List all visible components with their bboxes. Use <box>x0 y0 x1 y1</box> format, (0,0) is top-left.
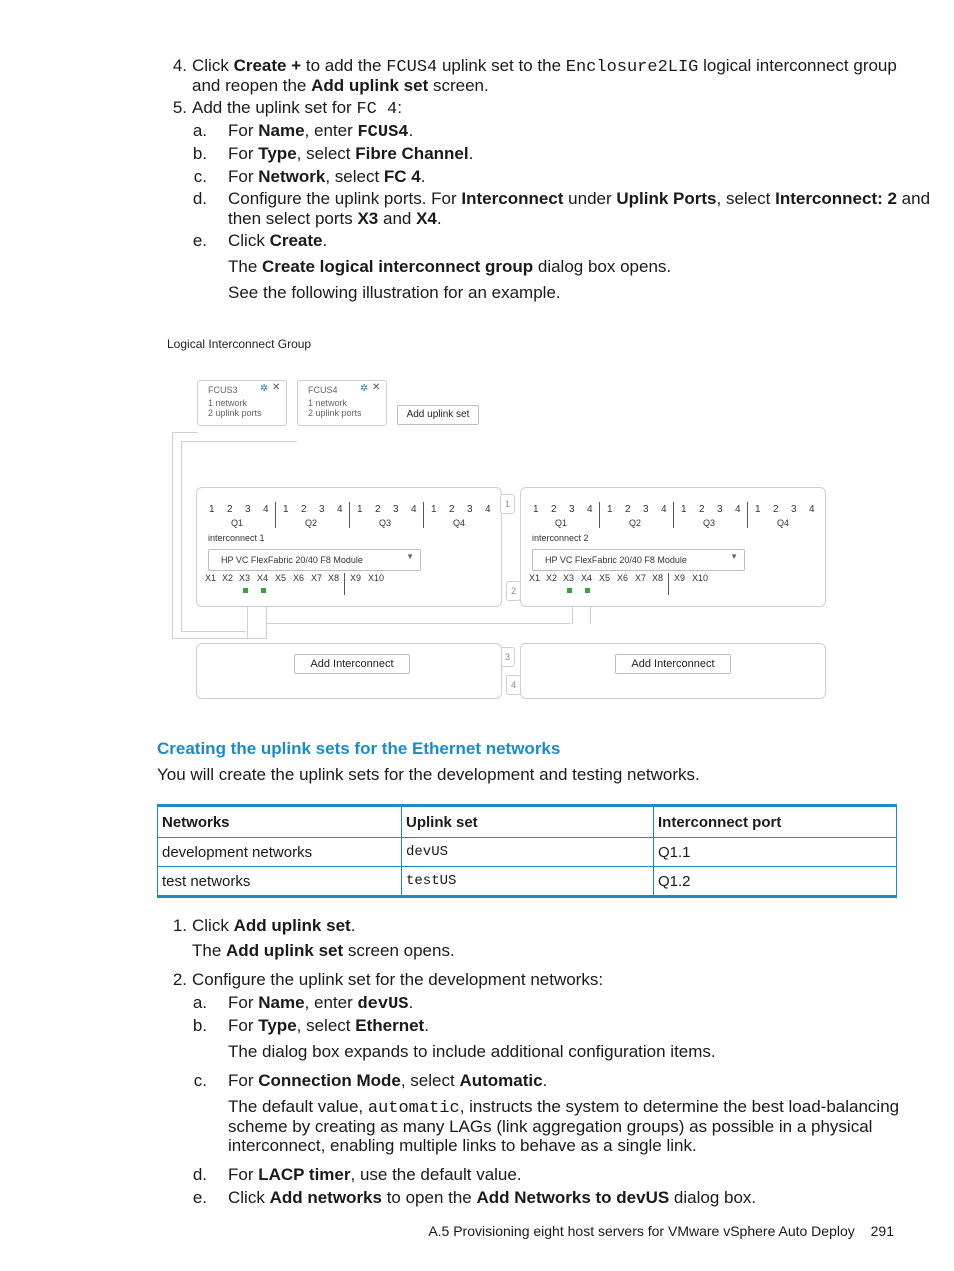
x-port-label[interactable]: X7 <box>635 573 647 583</box>
bold-run: X4 <box>416 209 437 228</box>
q-port-number[interactable]: 1 <box>681 504 687 515</box>
chevron-down-icon: ▼ <box>406 552 414 561</box>
q-port-number[interactable]: 3 <box>319 504 325 515</box>
text-run: dialog box. <box>669 1188 757 1207</box>
step-number: 4. <box>172 56 187 75</box>
q-port-label: Q4 <box>777 518 790 528</box>
connector-line <box>266 623 571 624</box>
q-port-group <box>675 502 745 534</box>
x-port-label[interactable]: X2 <box>546 573 558 583</box>
text-run: , select <box>716 189 776 208</box>
q-port-label: Q3 <box>703 518 716 528</box>
text-run: For <box>228 1071 259 1090</box>
text-run: , select <box>296 1016 356 1035</box>
text-run: then select ports <box>228 209 358 228</box>
substep-letter: c. <box>193 1071 207 1090</box>
q-port-groups <box>527 502 819 534</box>
q-port-number[interactable]: 4 <box>485 504 491 515</box>
bold-run: FC 4 <box>383 167 421 186</box>
table-row <box>158 867 897 897</box>
substep-text <box>228 993 413 1015</box>
text-run: . <box>424 1016 429 1035</box>
x-port-label[interactable]: X8 <box>652 573 664 583</box>
q-port-group <box>527 502 597 534</box>
text-run: . <box>408 993 414 1012</box>
substep-letter: a. <box>192 121 207 140</box>
text-run: under <box>563 189 617 208</box>
substep-text <box>228 1165 522 1185</box>
bold-run: Fibre Channel <box>355 144 469 163</box>
text-run: and <box>896 189 931 208</box>
bold-run: Connection Mode <box>258 1071 401 1090</box>
q-port-number[interactable]: 2 <box>227 504 233 515</box>
bold-run: Create <box>269 231 323 250</box>
selected-port-indicator[interactable] <box>567 588 572 593</box>
interconnect-bay-3[interactable] <box>196 643 502 699</box>
x-port-label[interactable]: X5 <box>599 573 611 583</box>
substep-letter: b. <box>192 144 207 163</box>
q-group-divider <box>349 502 350 528</box>
text-run: The default value, <box>228 1097 368 1116</box>
text-run: For <box>228 121 259 140</box>
text-run: The <box>228 257 263 276</box>
substep-letter: b. <box>192 1016 207 1035</box>
text-run: to open the <box>381 1188 477 1207</box>
x-port-label[interactable]: X9 <box>350 573 362 583</box>
x-port-divider <box>668 573 669 595</box>
x-ports-row <box>205 573 395 599</box>
gear-icon[interactable]: ✲ <box>360 383 369 394</box>
x-port-label[interactable]: X7 <box>311 573 323 583</box>
close-icon[interactable]: ✕ <box>372 382 381 393</box>
bay-number: 2 <box>506 581 521 601</box>
substep-text <box>228 144 473 164</box>
gear-icon[interactable]: ✲ <box>260 383 269 394</box>
text-run: Click <box>228 1188 270 1207</box>
table-row <box>158 838 897 867</box>
q-port-number[interactable]: 1 <box>357 504 363 515</box>
step-number: 1. <box>172 916 187 935</box>
step-text <box>192 916 355 936</box>
substep-text <box>228 1071 547 1091</box>
substep-text <box>228 1016 429 1036</box>
chevron-down-icon: ▼ <box>730 552 738 561</box>
q-port-number[interactable]: 2 <box>625 504 631 515</box>
q-port-label: Q2 <box>305 518 318 528</box>
module-select[interactable] <box>532 549 745 571</box>
uplink-sets-table <box>157 804 897 898</box>
explanation-line <box>228 1136 697 1156</box>
text-run: Configure the uplink set for the development networks: <box>192 970 604 989</box>
connector-line <box>181 441 297 442</box>
table-cell: development networks <box>158 838 402 867</box>
interconnect-label: interconnect 1 <box>208 533 265 543</box>
x-port-label[interactable]: X4 <box>257 573 269 583</box>
substep-text-cont <box>228 209 442 229</box>
q-group-divider <box>599 502 600 528</box>
table-cell: devUS <box>402 838 654 867</box>
bold-run: devUS <box>357 995 409 1014</box>
q-port-label: Q1 <box>231 518 244 528</box>
step-text <box>192 970 603 990</box>
text-run: , select <box>296 144 356 163</box>
q-port-number[interactable]: 3 <box>643 504 649 515</box>
code-run: FCUS4 <box>386 58 438 77</box>
selected-port-indicator[interactable] <box>261 588 266 593</box>
add-uplink-set-button[interactable]: Add uplink set <box>397 405 479 425</box>
code-run: automatic <box>367 1099 460 1118</box>
q-port-label: Q4 <box>453 518 466 528</box>
bold-run: FCUS4 <box>357 123 409 142</box>
bold-run: Create + <box>233 56 302 75</box>
q-port-label: Q3 <box>379 518 392 528</box>
bold-run: Automatic <box>459 1071 543 1090</box>
x-port-label[interactable]: X1 <box>205 573 217 583</box>
substep-text <box>228 189 930 209</box>
explanation-line <box>228 1097 899 1119</box>
step-number: 2. <box>172 970 187 989</box>
substep-text <box>228 121 413 143</box>
q-port-group <box>425 502 495 534</box>
bay-number: 3 <box>500 647 515 667</box>
uplink-set-ports: 2 uplink ports <box>308 408 362 418</box>
table-header-cell: Networks <box>158 806 402 838</box>
x-port-label[interactable]: X5 <box>275 573 287 583</box>
table-cell: Q1.1 <box>654 838 897 867</box>
bold-run: Network <box>258 167 326 186</box>
code-run: Enclosure2LIG <box>565 58 699 77</box>
text-run: For <box>228 167 259 186</box>
q-port-number[interactable]: 1 <box>533 504 539 515</box>
text-run: . <box>350 916 356 935</box>
bay-number: 1 <box>500 494 515 514</box>
text-run: scheme by creating as many LAGs (link aggregation groups) as possible in a physical <box>228 1117 873 1136</box>
text-run: Click <box>228 231 270 250</box>
q-port-number[interactable]: 2 <box>773 504 779 515</box>
uplink-set-networks: 1 network <box>208 398 248 408</box>
text-run: logical interconnect group <box>698 56 897 75</box>
connector-line <box>172 432 198 433</box>
text-run: , enter <box>304 993 358 1012</box>
x-port-label[interactable]: X10 <box>368 573 385 583</box>
uplink-set-ports: 2 uplink ports <box>208 408 262 418</box>
text-run: For <box>228 1016 259 1035</box>
interconnect-bay-1[interactable] <box>196 487 502 607</box>
text-run: For <box>228 1165 259 1184</box>
q-port-number[interactable]: 1 <box>283 504 289 515</box>
bold-run: Add networks <box>269 1188 382 1207</box>
x-port-label[interactable]: X1 <box>529 573 541 583</box>
section-intro: You will create the uplink sets for the development and testing networks. <box>157 765 700 784</box>
step-1-result <box>192 941 455 961</box>
q-port-group <box>203 502 273 534</box>
text-run: The dialog box expands to include additional configuration items. <box>228 1042 716 1061</box>
step-text <box>192 98 402 120</box>
x-port-label[interactable]: X6 <box>293 573 305 583</box>
bold-run: Add uplink set <box>233 916 351 935</box>
bold-run: Name <box>258 121 305 140</box>
q-port-number[interactable]: 1 <box>431 504 437 515</box>
q-group-divider <box>673 502 674 528</box>
q-port-number[interactable]: 4 <box>263 504 269 515</box>
q-port-group <box>277 502 347 534</box>
q-port-number[interactable]: 4 <box>809 504 815 515</box>
bold-run: Type <box>258 144 297 163</box>
substep-text <box>228 1188 756 1208</box>
q-group-divider <box>275 502 276 528</box>
bay-number: 4 <box>506 675 521 695</box>
text-run: screen. <box>428 76 489 95</box>
table-cell: test networks <box>158 867 402 897</box>
q-port-number[interactable]: 1 <box>607 504 613 515</box>
table-header-cell: Interconnect port <box>654 806 897 838</box>
text-run: uplink set to the <box>437 56 566 75</box>
q-port-group <box>749 502 819 534</box>
text-run: Configure the uplink ports. For <box>228 189 462 208</box>
code-run: FC 4 <box>356 100 398 119</box>
q-group-divider <box>747 502 748 528</box>
connector-line <box>181 441 182 631</box>
text-run: For <box>228 993 259 1012</box>
step-text-cont <box>192 76 489 96</box>
step-number: 5. <box>172 98 187 117</box>
module-select-value: HP VC FlexFabric 20/40 F8 Module <box>221 555 363 565</box>
x-port-label[interactable]: X2 <box>222 573 234 583</box>
bold-run: Add Networks to devUS <box>476 1188 670 1207</box>
q-port-number[interactable]: 2 <box>375 504 381 515</box>
close-icon[interactable]: ✕ <box>272 382 281 393</box>
page-number: 291 <box>870 1223 894 1239</box>
x-port-label[interactable]: X4 <box>581 573 593 583</box>
x-port-label[interactable]: X3 <box>563 573 575 583</box>
q-port-number[interactable]: 3 <box>467 504 473 515</box>
explanation-line <box>228 1117 872 1137</box>
substep-letter: e. <box>192 1188 207 1207</box>
bold-run: X3 <box>357 209 379 228</box>
substep-letter: c. <box>193 167 207 186</box>
bold-run: Interconnect <box>461 189 564 208</box>
q-port-groups <box>203 502 495 534</box>
uplink-set-networks: 1 network <box>308 398 348 408</box>
substep-letter: e. <box>192 231 207 250</box>
text-run: Click <box>192 56 234 75</box>
uplink-set-name: FCUS4 <box>308 385 338 395</box>
table-header-row <box>158 806 897 838</box>
text-run: screen opens. <box>343 941 455 960</box>
q-port-number[interactable]: 2 <box>449 504 455 515</box>
text-run: Add the uplink set for <box>192 98 357 117</box>
text-run: , instructs the system to determine the best load-balancing <box>459 1097 900 1116</box>
bold-run: LACP timer <box>258 1165 351 1184</box>
q-port-number[interactable]: 3 <box>393 504 399 515</box>
q-port-label: Q1 <box>555 518 568 528</box>
diagram-title: Logical Interconnect Group <box>167 337 312 351</box>
interconnect-label: interconnect 2 <box>532 533 589 543</box>
module-select-value: HP VC FlexFabric 20/40 F8 Module <box>545 555 687 565</box>
table-header-cell: Uplink set <box>402 806 654 838</box>
q-group-divider <box>423 502 424 528</box>
q-port-group <box>351 502 421 534</box>
q-port-number[interactable]: 2 <box>699 504 705 515</box>
q-port-number[interactable]: 2 <box>551 504 557 515</box>
q-port-number[interactable]: 1 <box>209 504 215 515</box>
lig-diagram <box>165 335 835 705</box>
substep-letter: a. <box>192 993 207 1012</box>
bold-run: Uplink Ports <box>616 189 717 208</box>
x-port-label[interactable]: X3 <box>239 573 251 583</box>
selected-port-indicator[interactable] <box>585 588 590 593</box>
page-footer <box>428 1223 894 1239</box>
x-port-label[interactable]: X9 <box>674 573 686 583</box>
text-run: , enter <box>304 121 358 140</box>
text-run: , use the default value. <box>350 1165 522 1184</box>
text-run: For <box>228 144 259 163</box>
q-port-number[interactable]: 3 <box>569 504 575 515</box>
text-run: interconnect, enabling multiple links to behave as a single link. <box>228 1136 697 1155</box>
q-port-number[interactable]: 4 <box>411 504 417 515</box>
q-port-number[interactable]: 3 <box>717 504 723 515</box>
q-port-number[interactable]: 3 <box>791 504 797 515</box>
text-run: . <box>436 209 442 228</box>
substep-text <box>228 231 327 251</box>
q-port-number[interactable]: 1 <box>755 504 761 515</box>
bold-run: Interconnect: 2 <box>775 189 897 208</box>
text-run: . <box>420 167 426 186</box>
para-see-illustration <box>228 283 561 303</box>
x-port-label[interactable]: X6 <box>617 573 629 583</box>
q-port-number[interactable]: 4 <box>337 504 343 515</box>
table-cell: Q1.2 <box>654 867 897 897</box>
para-dialog-opens <box>228 257 671 277</box>
table-cell: testUS <box>402 867 654 897</box>
connector-line <box>181 631 246 632</box>
x-port-label[interactable]: X10 <box>692 573 709 583</box>
uplink-set-card-fcus3[interactable] <box>197 380 287 426</box>
x-port-label[interactable]: X8 <box>328 573 340 583</box>
x-ports-row <box>529 573 719 599</box>
module-select[interactable] <box>208 549 421 571</box>
substep-letter: d. <box>192 189 207 208</box>
text-run: to add the <box>301 56 387 75</box>
text-run: . <box>322 231 328 250</box>
text-run: , select <box>400 1071 460 1090</box>
text-run: . <box>408 121 414 140</box>
step-text <box>192 56 897 78</box>
bold-run: Create logical interconnect group <box>262 257 534 276</box>
selected-port-indicator[interactable] <box>243 588 248 593</box>
interconnect-bay-2[interactable] <box>520 487 826 607</box>
interconnect-bay-4[interactable] <box>520 643 826 699</box>
text-run: . <box>468 144 474 163</box>
q-port-group <box>601 502 671 534</box>
bold-run: Type <box>258 1016 297 1035</box>
uplink-set-card-fcus4[interactable] <box>297 380 387 426</box>
substep-text <box>228 167 425 187</box>
footer-section-title: A.5 Provisioning eight host servers for VMware vSphere Auto Deploy <box>428 1223 855 1239</box>
text-run: See the following illustration for an example. <box>228 283 561 302</box>
text-run: and reopen the <box>192 76 312 95</box>
q-port-number[interactable]: 4 <box>735 504 741 515</box>
q-port-number[interactable]: 4 <box>661 504 667 515</box>
text-run: , select <box>325 167 384 186</box>
section-heading: Creating the uplink sets for the Ethernet networks <box>157 739 561 758</box>
q-port-label: Q2 <box>629 518 642 528</box>
add-interconnect-button[interactable]: Add Interconnect <box>294 654 410 674</box>
connector-line <box>172 638 267 639</box>
bold-run: Ethernet <box>355 1016 425 1035</box>
bold-run: Add uplink set <box>311 76 429 95</box>
substep-b-result <box>228 1042 716 1062</box>
connector-line <box>172 432 173 638</box>
q-port-number[interactable]: 4 <box>587 504 593 515</box>
q-port-number[interactable]: 2 <box>301 504 307 515</box>
bold-run: Add uplink set <box>226 941 344 960</box>
x-port-divider <box>344 573 345 595</box>
substep-letter: d. <box>192 1165 207 1184</box>
add-interconnect-button[interactable]: Add Interconnect <box>615 654 731 674</box>
text-run: and <box>378 209 417 228</box>
text-run: The <box>192 941 227 960</box>
bold-run: Name <box>258 993 305 1012</box>
text-run: : <box>397 98 402 117</box>
uplink-set-name: FCUS3 <box>208 385 238 395</box>
q-port-number[interactable]: 3 <box>245 504 251 515</box>
text-run: . <box>542 1071 548 1090</box>
text-run: dialog box opens. <box>533 257 672 276</box>
text-run: Click <box>192 916 234 935</box>
